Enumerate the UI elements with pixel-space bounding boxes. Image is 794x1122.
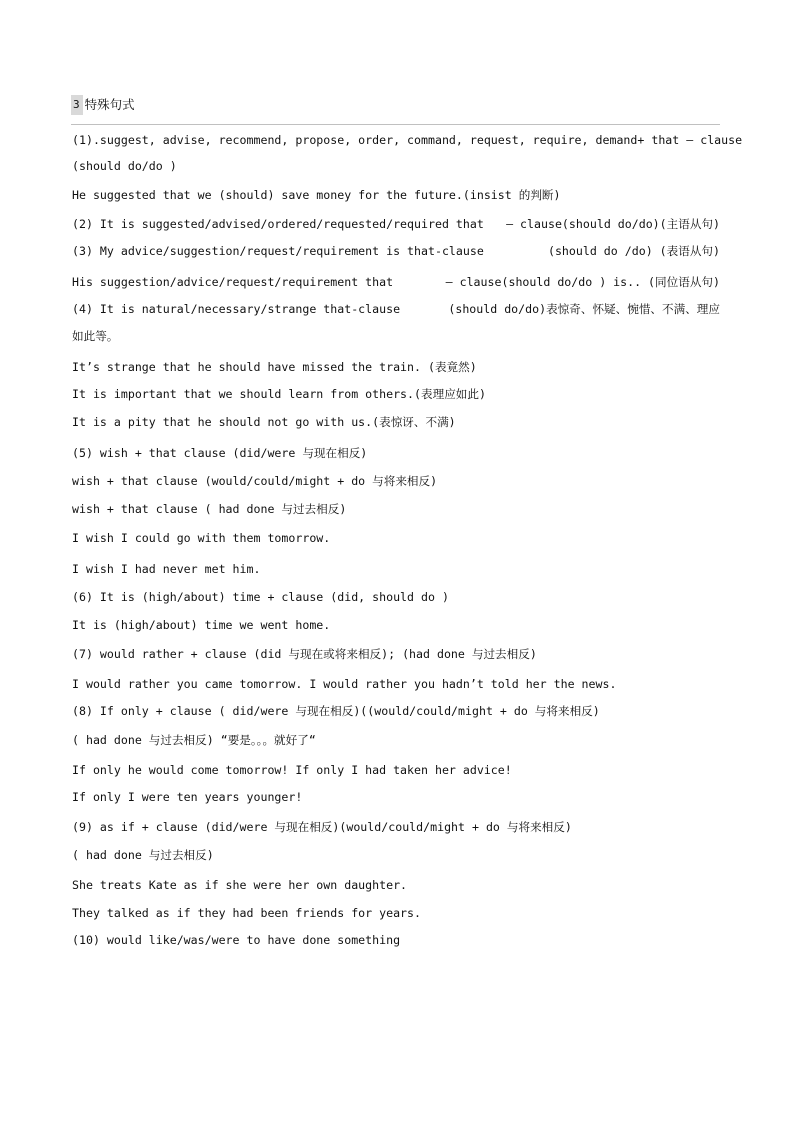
text-line-item-3-part2: (should do /do) (表语从句) — [547, 244, 720, 258]
section-number: 3 — [71, 95, 83, 115]
text-line: They talked as if they had been friends for years. — [72, 906, 422, 920]
text-line: ( had done 与过去相反) — [72, 848, 214, 862]
text-line-item-4-part1: (4) It is natural/necessary/strange that-clause — [72, 302, 401, 316]
text-line-verbs-part2: + that – clause — [637, 133, 743, 147]
text-line-item-2 — [72, 215, 720, 233]
text-line-appositive-part2: – clause(should do/do ) is.. (同位语从句) — [445, 275, 720, 289]
text-line: I would rather you came tomorrow. I would rather you hadn’t told her the news. — [72, 677, 617, 691]
text-line: 如此等。 — [72, 329, 119, 343]
text-line-appositive — [72, 273, 720, 291]
text-line: ( had done 与过去相反) “要是。。。就好了“ — [72, 733, 316, 747]
text-line-item-3 — [72, 242, 720, 260]
text-line: If only he would come tomorrow! If only I had taken her advice! — [72, 763, 512, 777]
text-line: (8) If only + clause ( did/were 与现在相反)((would/could/might + do 与将来相反) — [72, 704, 600, 718]
text-line-item-2-part1: (2) It is suggested/advised/ordered/requested/required that — [72, 217, 484, 231]
text-line: wish + that clause ( had done 与过去相反) — [72, 502, 347, 516]
text-line: (5) wish + that clause (did/were 与现在相反) — [72, 446, 368, 460]
text-line: It’s strange that he should have missed the train. (表竟然) — [72, 360, 477, 374]
text-line-verbs-part1: (1).suggest, advise, recommend, propose, order, command, request, require, demand — [72, 133, 638, 147]
text-line: I wish I had never met him. — [72, 562, 261, 576]
text-line-item-3-part1: (3) My advice/suggestion/request/requirement is that-clause — [72, 244, 484, 258]
section-title: 特殊句式 — [84, 97, 135, 112]
text-line: If only I were ten years younger! — [72, 790, 303, 804]
text-line: He suggested that we (should) save money for the future.(insist 的判断) — [72, 188, 561, 202]
text-line: (6) It is (high/about) time + clause (did, should do ) — [72, 590, 449, 604]
text-line-item-2-part2: – clause(should do/do)(主语从句) — [506, 217, 720, 231]
text-line: It is important that we should learn from others.(表理应如此) — [72, 387, 486, 401]
text-line: (9) as if + clause (did/were 与现在相反)(would/could/might + do 与将来相反) — [72, 820, 572, 834]
text-line: (should do/do ) — [72, 159, 177, 173]
text-line-verbs — [72, 131, 743, 149]
heading-divider — [71, 124, 720, 125]
text-line: (7) would rather + clause (did 与现在或将来相反); (had done 与过去相反) — [72, 647, 537, 661]
text-line: wish + that clause (would/could/might + do 与将来相反) — [72, 474, 438, 488]
text-line: It is a pity that he should not go with us.(表惊讶、不满) — [72, 415, 456, 429]
text-line-item-4-part2: (should do/do)表惊奇、怀疑、惋惜、不满、理应 — [448, 302, 720, 316]
text-line: She treats Kate as if she were her own daughter. — [72, 878, 408, 892]
text-line: It is (high/about) time we went home. — [72, 618, 331, 632]
text-line: (10) would like/was/were to have done something — [72, 933, 401, 947]
text-line-item-4 — [72, 300, 720, 318]
section-heading — [71, 94, 135, 116]
text-line-appositive-part1: His suggestion/advice/request/requirement that — [72, 275, 394, 289]
text-line: I wish I could go with them tomorrow. — [72, 531, 331, 545]
